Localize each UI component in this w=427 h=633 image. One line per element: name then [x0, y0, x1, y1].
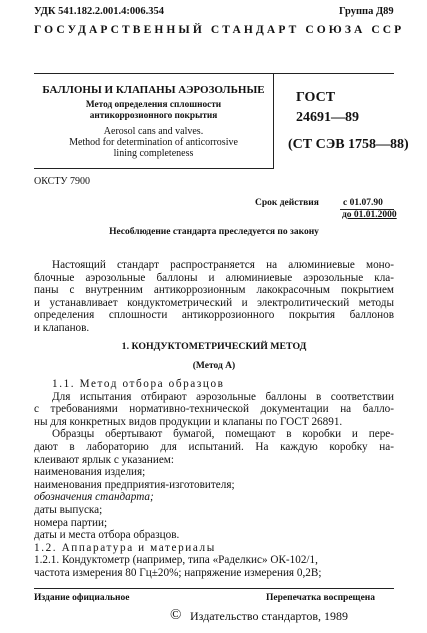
validity-from: с 01.07.90: [343, 198, 383, 208]
gost-number: 24691—89: [296, 110, 359, 125]
body-line: 1.2.1. Кондуктометр (например, типа «Раделкис» ОК-102/1,: [34, 554, 318, 567]
english-title-line-2: Method for determination of anticorrosive: [69, 137, 238, 148]
english-title-line-1: Aerosol cans and valves.: [103, 126, 204, 137]
document-subtitle-line-1: Метод определения сплошности: [85, 100, 222, 110]
copyright-icon: ©: [170, 607, 182, 623]
intro-line: и клапанов.: [34, 321, 90, 334]
subsection-heading: 1.2. Аппаратура и материалы: [34, 541, 216, 554]
validity-to: до 01.01.2000: [342, 210, 397, 220]
legal-notice: Несоблюдение стандарта преследуется по закону: [109, 227, 319, 237]
intro-line: Настоящий стандарт распространяется на алюминиевые моно-: [52, 259, 394, 271]
copyright-text: Издательство стандартов, 1989: [190, 609, 348, 623]
body-line: частота измерения 80 Гц±20%; напряжение измерения 0,2В;: [34, 566, 322, 579]
validity-label: Срок действия: [255, 198, 319, 208]
st-sev-number: (СТ СЭВ 1758—88): [288, 137, 409, 152]
section-heading: 1. КОНДУКТОМЕТРИЧЕСКИЙ МЕТОД: [121, 341, 307, 352]
udc-code: УДК 541.182.2.001.4:006.354: [34, 6, 164, 17]
reprint-prohibited-label: Перепечатка воспрещена: [266, 593, 376, 603]
intro-paragraph: [34, 259, 394, 335]
method-label: (Метод А): [192, 361, 236, 371]
state-standard-title: ГОСУДАРСТВЕННЫЙ СТАНДАРТ СОЮЗА ССР: [34, 24, 405, 36]
list-item: наименования изделия;: [34, 466, 146, 479]
intro-line: паны с внутренним антикоррозионным лакокрасочным покрытием: [34, 284, 394, 297]
body-line: Образцы обертывают бумагой, помещают в коробки и пере-: [52, 428, 394, 441]
document-subtitle-line-2: антикоррозионного покрытия: [89, 111, 218, 121]
body-line: дают в лабораторию для испытаний. На каждую коробку на-: [34, 440, 394, 453]
okstu-code: ОКСТУ 7900: [34, 176, 91, 187]
subsection-heading: 1.1. Метод отбора образцов: [52, 378, 225, 390]
body-line: Для испытания отбирают аэрозольные баллоны в соответствии: [52, 390, 394, 403]
intro-line: и устанавливает кондуктометрический и электролитический методы: [34, 296, 394, 309]
title-block-bottom-rule: [34, 168, 273, 169]
gost-label: ГОСТ: [296, 90, 336, 105]
validity-rule: [340, 209, 394, 210]
list-item: номера партии;: [34, 516, 108, 529]
list-item: обозначения стандарта;: [34, 491, 154, 504]
intro-line: определения сплошности антикоррозионного покрытия баллонов: [34, 309, 394, 322]
title-block-divider: [273, 73, 274, 169]
intro-line: блочные аэрозольные баллоны и алюминиевые аэрозольные кла-: [34, 271, 394, 284]
section-1-body: [34, 378, 394, 580]
group-code: Группа Д89: [339, 6, 394, 17]
list-item: даты и места отбора образцов.: [34, 529, 180, 542]
title-block-top-rule: [34, 73, 394, 74]
footer-rule: [34, 588, 394, 589]
list-item: наименования предприятия-изготовителя;: [34, 478, 235, 491]
body-line: ны для конкретных видов продукции и клапаны по ГОСТ 26891.: [34, 415, 343, 428]
body-line: с требованиями нормативно-технической документации на балло-: [34, 403, 394, 416]
english-title-line-3: lining completeness: [113, 148, 194, 159]
list-item: даты выпуска;: [34, 503, 103, 516]
official-edition-label: Издание официальное: [34, 593, 130, 603]
document-title: БАЛЛОНЫ И КЛАПАНЫ АЭРОЗОЛЬНЫЕ: [42, 84, 265, 96]
body-line: клеивают ярлык с указанием:: [34, 453, 174, 466]
